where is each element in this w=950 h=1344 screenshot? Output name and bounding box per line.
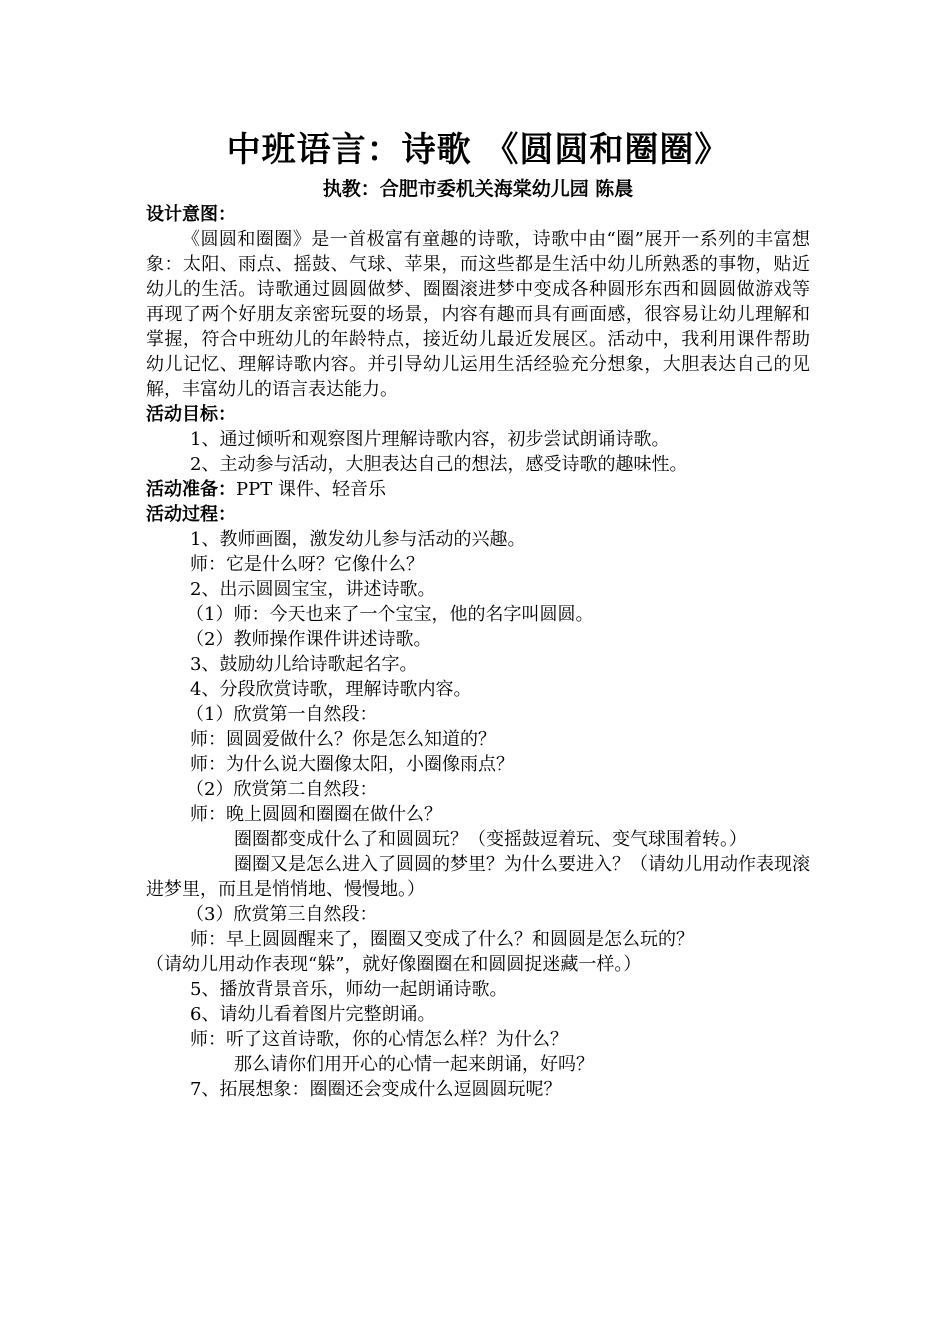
process-line-4: （1）师：今天也来了一个宝宝，他的名字叫圆圆。 bbox=[186, 604, 594, 625]
process-line-15: （3）欣赏第三自然段： bbox=[186, 904, 378, 925]
process-heading: 活动过程： bbox=[146, 504, 236, 525]
process-line-9: 师：圆圆爱做什么？你是怎么知道的？ bbox=[190, 729, 496, 750]
process-line-1: 1、教师画圈，激发幼儿参与活动的兴趣。 bbox=[190, 529, 526, 550]
process-line-3: 2、出示圆圆宝宝，讲述诗歌。 bbox=[190, 579, 436, 600]
process-line-6: 3、鼓励幼儿给诗歌起名字。 bbox=[190, 654, 418, 675]
process-line-10: 师：为什么说大圈像太阳，小圈像雨点？ bbox=[190, 754, 514, 775]
process-line-11: （2）欣赏第二自然段： bbox=[186, 779, 378, 800]
process-line-19: 6、请幼儿看着图片完整朗诵。 bbox=[190, 1004, 436, 1025]
process-line-14: 圈圈又是怎么进入了圆圆的梦里？为什么要进入？（请幼儿用动作表现滚进梦里，而且是悄悄地、慢慢地。） bbox=[146, 854, 810, 900]
process-line-12: 师：晚上圆圆和圈圈在做什么？ bbox=[190, 804, 442, 825]
goal-item-2: 2、主动参与活动，大胆表达自己的想法，感受诗歌的趣味性。 bbox=[190, 454, 688, 475]
prep-text: PPT 课件、轻音乐 bbox=[236, 479, 386, 500]
process-line-21: 那么请你们用开心的心情一起来朗诵，好吗？ bbox=[234, 1054, 594, 1075]
document-page bbox=[146, 128, 810, 1102]
process-line-13: 圈圈都变成什么了和圆圆玩？（变摇鼓逗着玩、变气球围着转。） bbox=[234, 829, 747, 850]
process-line-16: 师：早上圆圆醒来了，圈圈又变成了什么？和圆圆是怎么玩的？ bbox=[190, 929, 694, 950]
process-line-2: 师：它是什么呀？它像什么？ bbox=[190, 554, 424, 575]
page-title: 中班语言：诗歌 《圆圆和圈圈》 bbox=[226, 130, 730, 170]
process-line-22: 7、拓展想象：圈圈还会变成什么逗圆圆玩呢？ bbox=[190, 1079, 562, 1100]
process-line-17: （请幼儿用动作表现“躲”，就好像圈圈在和圆圆捉迷藏一样。） bbox=[146, 954, 642, 975]
process-line-8: （1）欣赏第一自然段： bbox=[186, 704, 378, 725]
process-line-18: 5、播放背景音乐，师幼一起朗诵诗歌。 bbox=[190, 979, 508, 1000]
process-line-20: 师：听了这首诗歌，你的心情怎么样？为什么？ bbox=[190, 1029, 568, 1050]
process-line-7: 4、分段欣赏诗歌，理解诗歌内容。 bbox=[190, 679, 472, 700]
design-paragraph: 《圆圆和圈圈》是一首极富有童趣的诗歌，诗歌中由“圈”展开一系列的丰富想象：太阳、雨点、摇鼓、气球、苹果，而这些都是生活中幼儿所熟悉的事物，贴近幼儿的生活。诗歌通过圆圆做梦、圈圈滚进梦中变成各种圆形东西和圆圆做游戏等再现了两个好朋友亲密玩耍的场景，内容有趣而具有画面感，很容易让幼儿理解和掌握，符合中班幼儿的年龄特点，接近幼儿最近发展区。活动中，我利用课件帮助幼儿记忆、理解诗歌内容。并引导幼儿运用生活经验充分想象，大胆表达自己的见解，丰富幼儿的语言表达能力。 bbox=[146, 229, 810, 400]
author-line: 执教：合肥市委机关海棠幼儿园 陈晨 bbox=[322, 178, 634, 200]
process-line-5: （2）教师操作课件讲述诗歌。 bbox=[186, 629, 432, 650]
prep-heading: 活动准备： bbox=[146, 479, 236, 500]
design-heading: 设计意图： bbox=[146, 204, 236, 225]
goals-heading: 活动目标： bbox=[146, 404, 236, 425]
prep-line bbox=[146, 477, 810, 502]
goal-item-1: 1、通过倾听和观察图片理解诗歌内容，初步尝试朗诵诗歌。 bbox=[190, 429, 670, 450]
